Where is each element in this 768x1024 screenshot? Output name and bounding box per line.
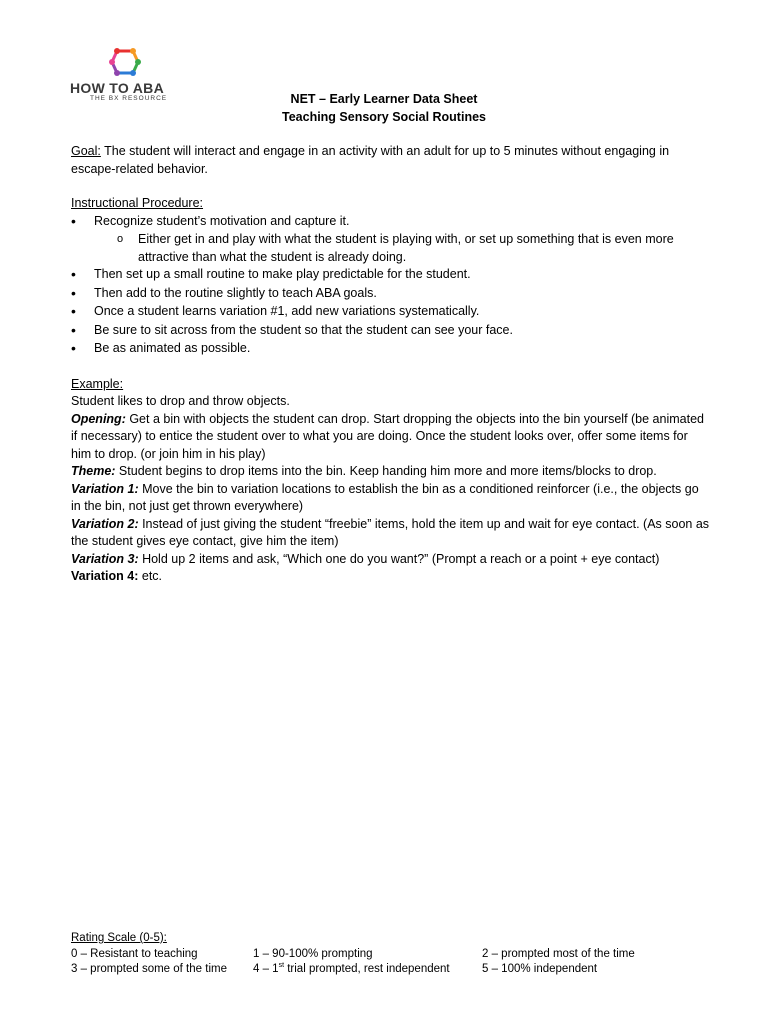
logo-name: HOW TO ABA <box>70 80 164 96</box>
step-label: Opening: <box>71 411 126 426</box>
logo-tagline: THE BX RESOURCE <box>90 95 168 102</box>
step-text: Get a bin with objects the student can drop. Start dropping the objects into the bin yourself (be animated if necessary) to entice the student over to what you are doing. Once the student looks over, offer some items for him to drop. (or join him in his play) <box>71 411 704 461</box>
logo-mark-icon <box>70 44 182 84</box>
procedure-label: Instructional Procedure: <box>71 196 204 210</box>
step-text: Instead of just giving the student “freebie” items, hold the item up and wait for eye contact. (As soon as the student gives eye contact, give him the item) <box>71 516 710 548</box>
step-label: Theme: <box>71 464 116 478</box>
step-label: Variation 2: <box>71 516 139 531</box>
example-step <box>71 551 711 569</box>
goal-paragraph <box>71 143 711 178</box>
rating-row <box>71 962 711 978</box>
procedure-item: • Then add to the routine slightly to teach ABA goals. <box>71 285 711 303</box>
rating-4-sup: st <box>278 962 285 970</box>
rating-label: Rating Scale (0-5): <box>71 932 167 944</box>
step-label: Variation 3: <box>71 551 139 566</box>
procedure-item: • Then set up a small routine to make play predictable for the student. <box>71 266 711 284</box>
goal-label: Goal: <box>71 144 101 158</box>
procedure-list <box>71 213 711 358</box>
procedure-item: • Recognize student’s motivation and capture it. <box>71 213 711 231</box>
step-text: etc. <box>138 569 163 583</box>
step-text: Move the bin to variation locations to establish the bin as a conditioned reinforcer (i.e., the objects go in the bin, not just get thrown everywhere) <box>71 481 699 513</box>
step-label: Variation 4: <box>71 569 139 583</box>
example-intro: Student likes to drop and throw objects. <box>71 394 290 408</box>
goal-text: The student will interact and engage in an activity with an adult for up to 5 minutes without engaging in escape-related behavior. <box>71 144 670 176</box>
example-label: Example: <box>71 376 124 391</box>
rating-row <box>71 947 711 963</box>
procedure-item: • Be sure to sit across from the student so that the student can see your face. <box>71 322 711 340</box>
rating-4 <box>253 962 482 978</box>
rating-0: 0 – Resistant to teaching <box>71 947 198 960</box>
rating-2: 2 – prompted most of the time <box>482 947 635 960</box>
example-step <box>71 463 711 481</box>
procedure-subitem: o Either get in and play with what the student is playing with, or set up something that is even more attractive than what the student is already doing. <box>71 231 711 266</box>
step-text: Hold up 2 items and ask, “Which one do you want?” (Prompt a reach or a point + eye contact) <box>138 551 660 566</box>
step-text: Student begins to drop items into the bin. Keep handing him more and more items/blocks to drop. <box>115 464 657 478</box>
document-subtitle: Teaching Sensory Social Routines <box>282 110 486 124</box>
example-step <box>71 411 711 464</box>
procedure-item: • Once a student learns variation #1, add new variations systematically. <box>71 303 711 321</box>
example-step <box>71 481 711 516</box>
rating-4-pre: 4 – 1 <box>253 963 279 975</box>
step-label: Variation 1: <box>71 481 139 496</box>
example-step <box>71 568 711 586</box>
rating-1: 1 – 90-100% prompting <box>253 947 373 960</box>
rating-4-post: trial prompted, rest independent <box>284 963 450 975</box>
example-step <box>71 516 711 551</box>
rating-3: 3 – prompted some of the time <box>71 963 227 975</box>
document-title: NET – Early Learner Data Sheet <box>290 92 478 106</box>
document-body <box>71 143 711 586</box>
rating-scale <box>71 931 711 978</box>
procedure-item: • Be as animated as possible. <box>71 340 711 358</box>
rating-5: 5 – 100% independent <box>482 963 598 975</box>
